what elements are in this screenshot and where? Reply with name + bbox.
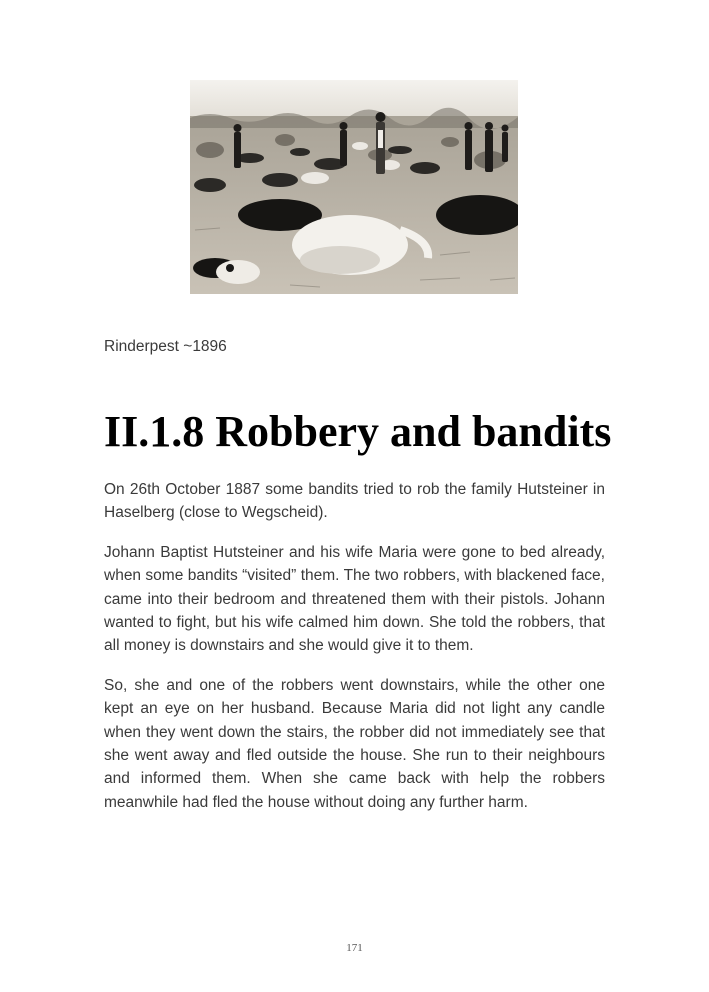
photo-caption: Rinderpest ~1896	[104, 338, 227, 355]
paragraph-3: So, she and one of the robbers went downstairs, while the other one kept an eye on her husband. Because Maria did not light any candle when they went down the stairs, the robber did not immediately see that she went away and fled outside the house. She run to their neighbours and informed them. When she came back with help the robbers meanwhile had fled the house without doing any further harm.	[104, 676, 605, 811]
photo-illustration	[190, 80, 518, 294]
paragraph-1: On 26th October 1887 some bandits tried to rob the family Hutsteiner in Haselberg (close to Wegscheid).	[104, 481, 605, 522]
page-number: 171	[346, 942, 363, 954]
paragraph-2: Johann Baptist Hutsteiner and his wife Maria were gone to bed already, when some bandits “visited” them. The two robbers, with blackened face, came into their bedroom and threatened them with their pistols. Johann wanted to fight, but his wife calmed him down. She told the robbers, that all money is downstairs and she would give it to them.	[104, 543, 605, 655]
section-heading: II.1.8 Robbery and bandits	[104, 407, 612, 456]
body-text	[104, 478, 605, 830]
rinderpest-photo	[190, 80, 518, 294]
